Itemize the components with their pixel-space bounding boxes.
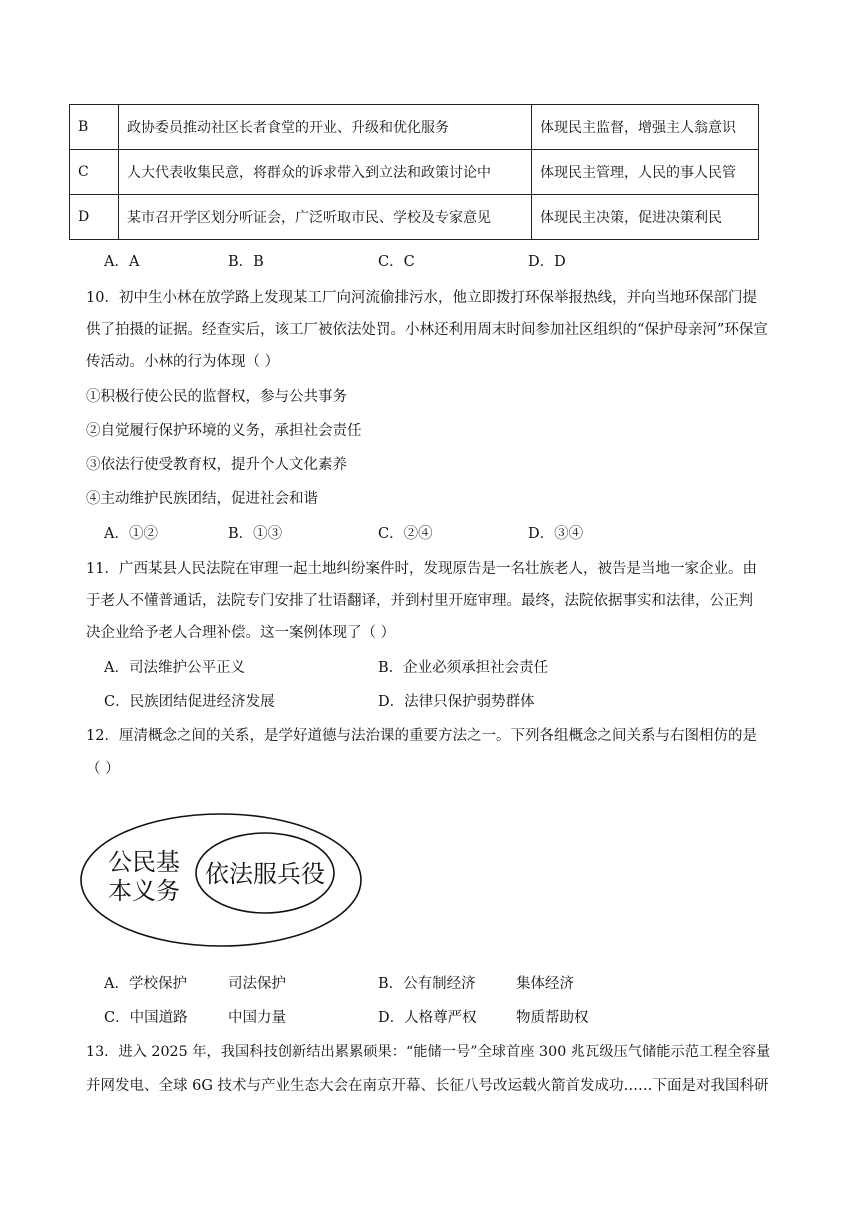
row-meaning: 体现民主监督，增强主人翁意识 [532,105,759,150]
q11-stem-line2: 于老人不懂普通话，法院专门安排了壮语翻译，并到村里开庭审理。最终，法院依据事实和法律，公正判 [86,593,753,609]
row-meaning: 体现民主决策，促进决策利民 [532,195,759,240]
option-d[interactable]: D．法律只保护弱势群体 [378,694,535,710]
row-fact: 政协委员推动社区长者食堂的开业、升级和优化服务 [119,105,532,150]
options-table [69,104,759,240]
q10-statement-1: ①积极行使公民的监督权，参与公共事务 [86,389,347,405]
row-meaning: 体现民主管理，人民的事人民管 [532,150,759,195]
option-b[interactable]: B．企业必须承担社会责任 [378,660,549,676]
row-fact: 人大代表收集民意，将群众的诉求带入到立法和政策讨论中 [119,150,532,195]
option-a-label: A．学校保护 [104,976,187,992]
table-row [70,150,759,195]
q10-stem-line3: 传活动。小林的行为体现（ ） [86,354,280,370]
option-a[interactable]: A．A [104,254,140,270]
q10-stem-line1: 10．初中生小林在放学路上发现某工厂向河流偷排污水，他立即拨打环保举报热线，并向当地环保部门提 [86,290,757,306]
q12-stem-line2: （ ） [86,761,120,777]
concept-diagram [76,810,366,950]
table-row [70,105,759,150]
option-c[interactable]: C．②④ [378,526,433,542]
option-d[interactable]: D．D [528,254,566,270]
q11-stem-line3: 决企业给予老人合理补偿。这一案例体现了（ ） [86,625,396,641]
q10-statement-2: ②自觉履行保护环境的义务，承担社会责任 [86,423,362,439]
row-fact: 某市召开学区划分听证会，广泛听取市民、学校及专家意见 [119,195,532,240]
option-a[interactable]: A．司法维护公平正义 [104,660,245,676]
option-b[interactable]: B．B [228,254,264,270]
option-d-label: D．人格尊严权 [378,1010,477,1026]
option-c[interactable]: C．民族团结促进经济发展 [104,694,275,710]
option-c[interactable] [104,1006,188,1027]
table-row [70,195,759,240]
outer-label-line2: 本义务 [108,877,180,905]
option-d[interactable]: D．③④ [528,526,584,542]
option-b[interactable] [378,972,476,993]
option-c-label: C．中国道路 [104,1010,188,1026]
option-b[interactable]: B．①③ [228,526,283,542]
option-b-label: B．公有制经济 [378,976,476,992]
option-a[interactable] [104,972,187,993]
q10-statement-3: ③依法行使受教育权，提升个人文化素养 [86,457,347,473]
row-letter: B [70,105,119,150]
option-c[interactable]: C．C [378,254,415,270]
option-c-second: 中国力量 [228,1010,286,1026]
q13-stem-line1: 13．进入 2025 年，我国科技创新结出累累硕果：“能储一号”全球首座 300 兆瓦级压气储能示范工程全容量 [86,1044,771,1060]
option-a-second: 司法保护 [228,976,286,992]
option-a[interactable]: A．①② [104,526,158,542]
q12-stem-line1: 12．厘清概念之间的关系，是学好道德与法治课的重要方法之一。下列各组概念之间关系与右图相仿的是 [86,728,757,744]
inner-label: 依法服兵役 [205,860,325,888]
option-d-second: 物质帮助权 [516,1010,589,1026]
outer-label-line1: 公民基 [108,848,180,876]
row-letter: C [70,150,119,195]
q11-stem-line1: 11．广西某县人民法院在审理一起土地纠纷案件时，发现原告是一名壮族老人，被告是当地一家企业。由 [86,561,757,577]
q10-stem-line2: 供了拍摄的证据。经查实后，该工厂被依法处罚。小林还利用周末时间参加社区组织的“保护母亲河”环保宣 [86,322,768,338]
row-letter: D [70,195,119,240]
option-d[interactable] [378,1006,477,1027]
q13-stem-line2: 并网发电、全球 6G 技术与产业生态大会在南京开幕、长征八号改运载火箭首发成功……下面是对我国科研 [86,1078,769,1094]
q10-statement-4: ④主动维护民族团结，促进社会和谐 [86,491,318,507]
option-b-second: 集体经济 [516,976,574,992]
